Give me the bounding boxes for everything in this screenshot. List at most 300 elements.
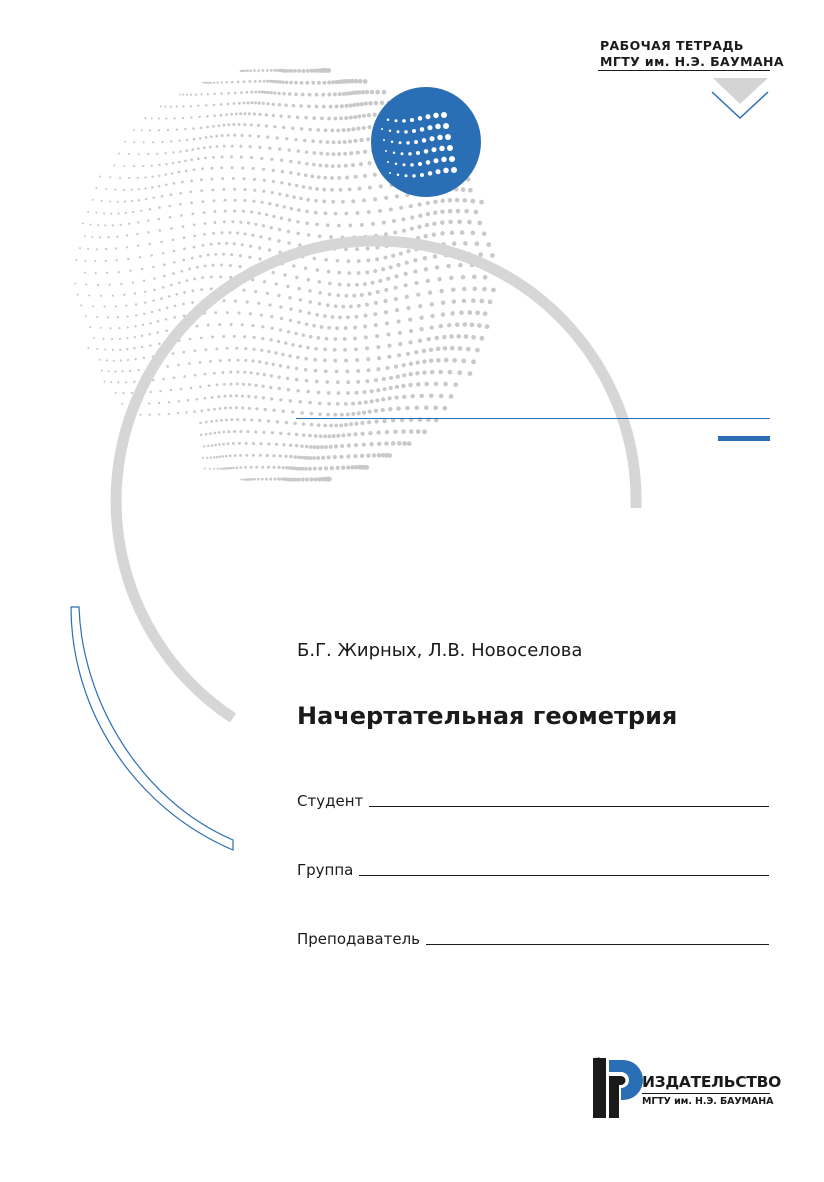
sphere-dot xyxy=(272,180,275,183)
sphere-dot xyxy=(80,304,82,306)
sphere-dot xyxy=(197,147,200,150)
sphere-dot xyxy=(235,406,238,409)
sphere-dot xyxy=(305,322,309,326)
sphere-dot xyxy=(314,199,318,203)
sphere-dot xyxy=(396,263,400,267)
sphere-dot xyxy=(168,295,171,298)
sphere-dot xyxy=(160,105,162,107)
sphere-dot xyxy=(217,468,219,470)
sphere-dot xyxy=(214,444,217,447)
sphere-dot xyxy=(342,92,346,96)
sphere-dot xyxy=(270,91,273,94)
sphere-dot xyxy=(383,299,387,303)
sphere-dot xyxy=(225,242,228,245)
white-dot xyxy=(420,173,424,177)
sphere-dot xyxy=(113,164,115,166)
sphere-dot xyxy=(138,188,140,190)
sphere-dot xyxy=(259,80,262,83)
sphere-dot xyxy=(147,231,150,234)
sphere-dot xyxy=(293,478,297,482)
sphere-dot xyxy=(328,282,332,286)
sphere-dot xyxy=(430,302,434,306)
sphere-dot xyxy=(205,104,208,107)
sphere-dot xyxy=(189,338,192,341)
sphere-dot xyxy=(241,243,244,246)
sphere-dot xyxy=(339,423,343,427)
sphere-dot xyxy=(239,221,242,224)
sphere-dot xyxy=(475,348,480,353)
sphere-dot xyxy=(97,224,99,226)
sphere-dot xyxy=(168,401,170,403)
sphere-dot xyxy=(241,406,244,409)
sphere-dot xyxy=(128,177,130,179)
sphere-dot xyxy=(374,378,378,382)
sphere-dot xyxy=(251,359,254,362)
sphere-dot xyxy=(416,292,420,296)
sphere-dot xyxy=(483,275,488,280)
sphere-dot xyxy=(410,227,414,231)
sphere-dot xyxy=(326,68,331,73)
sphere-dot xyxy=(165,173,168,176)
sphere-dot xyxy=(302,433,306,437)
sphere-dot xyxy=(94,260,96,262)
sphere-dot xyxy=(353,454,357,458)
sphere-dot xyxy=(406,249,410,253)
sphere-dot xyxy=(338,283,342,287)
sphere-dot xyxy=(201,409,204,412)
sphere-dot xyxy=(365,379,369,383)
sphere-dot xyxy=(346,465,350,469)
sphere-dot xyxy=(190,105,192,107)
sphere-dot xyxy=(368,186,372,190)
sphere-dot xyxy=(120,359,122,361)
sphere-dot xyxy=(405,295,409,299)
sphere-dot xyxy=(429,394,434,399)
sphere-dot xyxy=(165,329,168,332)
sphere-dot xyxy=(233,102,236,105)
sphere-dot xyxy=(172,151,174,153)
white-dot xyxy=(443,168,449,174)
sphere-dot xyxy=(297,287,300,290)
white-dot xyxy=(428,171,433,176)
sphere-dot xyxy=(386,332,390,336)
sphere-dot xyxy=(294,138,297,141)
sphere-dot xyxy=(432,221,436,225)
sphere-dot xyxy=(237,81,240,84)
sphere-dot xyxy=(320,325,324,329)
sphere-dot xyxy=(214,432,217,435)
sphere-dot xyxy=(224,199,227,202)
sphere-dot xyxy=(168,413,170,415)
sphere-dot xyxy=(248,383,251,386)
sphere-dot xyxy=(160,297,163,300)
sphere-dot xyxy=(101,370,103,372)
sphere-dot xyxy=(311,81,315,85)
sphere-dot xyxy=(261,91,264,94)
sphere-dot xyxy=(277,92,280,95)
sphere-dot xyxy=(149,208,152,211)
sphere-dot xyxy=(456,209,461,214)
sphere-dot xyxy=(123,189,125,191)
sphere-dot xyxy=(130,189,132,191)
sphere-dot xyxy=(288,218,291,221)
sphere-dot xyxy=(137,221,139,223)
sphere-dot xyxy=(351,199,355,203)
sphere-dot xyxy=(470,199,475,204)
sphere-dot xyxy=(314,211,318,215)
series-title xyxy=(600,38,784,70)
sphere-dot xyxy=(313,151,317,155)
sphere-dot xyxy=(87,347,89,349)
sphere-dot xyxy=(172,162,175,165)
sphere-dot xyxy=(143,141,145,143)
sphere-dot xyxy=(339,116,343,120)
sphere-dot xyxy=(347,259,351,263)
sphere-dot xyxy=(232,177,235,180)
sphere-dot xyxy=(221,156,224,159)
sphere-dot xyxy=(265,124,268,127)
sphere-dot xyxy=(442,406,447,411)
sphere-dot xyxy=(311,175,315,179)
sphere-dot xyxy=(100,295,102,297)
sphere-dot xyxy=(391,254,395,258)
sphere-dot xyxy=(299,309,302,312)
sphere-dot xyxy=(207,93,209,95)
sphere-dot xyxy=(429,358,433,362)
sphere-dot xyxy=(468,371,473,376)
sphere-dot xyxy=(128,153,130,155)
sphere-dot xyxy=(286,365,289,368)
sphere-dot xyxy=(217,395,220,398)
sphere-dot xyxy=(214,210,217,213)
sphere-dot xyxy=(207,254,210,257)
sphere-dot xyxy=(471,298,476,303)
sphere-dot xyxy=(282,410,285,413)
sphere-dot xyxy=(282,92,285,95)
sphere-dot xyxy=(126,246,128,248)
sphere-dot xyxy=(375,90,380,95)
sphere-dot xyxy=(379,184,383,188)
sphere-dot xyxy=(258,113,261,116)
sphere-dot xyxy=(340,444,344,448)
sphere-dot xyxy=(254,396,257,399)
sphere-dot xyxy=(142,324,144,326)
sphere-dot xyxy=(377,453,382,458)
sphere-dot xyxy=(104,381,106,383)
sphere-dot xyxy=(231,220,234,223)
sphere-dot xyxy=(305,477,309,481)
sphere-dot xyxy=(418,214,422,218)
sphere-dot xyxy=(248,407,251,410)
sphere-dot xyxy=(134,325,136,327)
sphere-dot xyxy=(349,422,353,426)
white-dot xyxy=(412,129,416,133)
sphere-dot xyxy=(134,336,136,338)
sphere-dot xyxy=(401,384,405,388)
sphere-dot xyxy=(225,113,228,116)
sphere-dot xyxy=(144,291,146,293)
sphere-dot xyxy=(265,478,268,481)
sphere-dot xyxy=(200,178,203,181)
sphere-dot xyxy=(220,166,223,169)
sphere-dot xyxy=(105,248,107,250)
sphere-dot xyxy=(194,349,197,352)
sphere-dot xyxy=(291,410,294,413)
sphere-dot xyxy=(273,478,276,481)
sphere-dot xyxy=(396,406,400,410)
sphere-dot xyxy=(462,287,467,292)
sphere-dot xyxy=(205,433,208,436)
sphere-dot xyxy=(289,319,292,322)
sphere-dot xyxy=(165,152,167,154)
sphere-dot xyxy=(320,445,324,449)
sphere-dot xyxy=(268,248,271,251)
white-dot xyxy=(436,169,441,174)
sphere-dot xyxy=(267,466,270,469)
sphere-dot xyxy=(369,442,373,446)
publisher-rule xyxy=(642,1093,770,1094)
sphere-dot xyxy=(355,391,359,395)
sphere-dot xyxy=(88,294,90,296)
sphere-dot xyxy=(277,294,280,297)
sphere-dot xyxy=(356,151,360,155)
sphere-dot xyxy=(449,334,454,339)
white-dot xyxy=(399,141,402,144)
sphere-dot xyxy=(278,103,281,106)
sphere-dot xyxy=(329,105,333,109)
sphere-dot xyxy=(210,287,213,290)
sphere-dot xyxy=(259,454,262,457)
sphere-dot xyxy=(250,156,253,159)
sphere-dot xyxy=(132,281,134,283)
sphere-dot xyxy=(353,115,357,119)
sphere-dot xyxy=(216,456,219,459)
sphere-dot xyxy=(212,264,215,267)
sphere-dot xyxy=(424,405,429,410)
sphere-dot xyxy=(471,335,476,340)
white-dot xyxy=(418,116,423,121)
sphere-dot xyxy=(233,188,236,191)
sphere-dot xyxy=(333,348,337,352)
sphere-dot xyxy=(470,322,475,327)
sphere-dot xyxy=(116,259,118,261)
sphere-dot xyxy=(258,257,261,260)
sphere-dot xyxy=(244,359,247,362)
sphere-dot xyxy=(180,270,183,273)
white-dot xyxy=(428,125,433,130)
white-dot xyxy=(424,149,429,154)
sphere-dot xyxy=(106,272,108,274)
sphere-dot xyxy=(137,244,139,246)
sphere-dot xyxy=(230,323,233,326)
sphere-dot xyxy=(220,468,222,470)
sphere-dot xyxy=(190,94,192,96)
sphere-dot xyxy=(373,197,377,201)
white-dot xyxy=(393,151,396,154)
sphere-dot xyxy=(193,235,196,238)
sphere-dot xyxy=(200,189,203,192)
sphere-dot xyxy=(85,284,87,286)
sphere-dot xyxy=(149,322,152,325)
sphere-dot xyxy=(363,325,367,329)
sphere-dot xyxy=(475,241,480,246)
sphere-dot xyxy=(120,283,122,285)
series-underline xyxy=(598,70,770,71)
sphere-dot xyxy=(447,323,451,327)
sphere-dot xyxy=(371,222,375,226)
sphere-dot xyxy=(236,382,239,385)
sphere-dot xyxy=(258,90,261,93)
white-dot xyxy=(434,158,439,163)
sphere-dot xyxy=(279,364,282,367)
sphere-dot xyxy=(327,80,331,84)
sphere-dot xyxy=(319,140,323,144)
sphere-dot xyxy=(235,466,238,469)
sphere-dot xyxy=(301,478,305,482)
sphere-dot xyxy=(149,129,151,131)
sphere-dot xyxy=(351,402,355,406)
sphere-dot xyxy=(126,315,128,317)
sphere-dot xyxy=(377,356,381,360)
sphere-dot xyxy=(295,433,298,436)
sphere-dot xyxy=(261,201,264,204)
sphere-dot xyxy=(242,289,245,292)
sphere-dot xyxy=(281,170,284,173)
sphere-dot xyxy=(141,129,143,131)
sphere-dot xyxy=(346,454,350,458)
sphere-dot xyxy=(402,229,406,233)
sphere-dot xyxy=(368,101,372,105)
sphere-dot xyxy=(236,231,239,234)
sphere-dot xyxy=(180,388,183,391)
sphere-dot xyxy=(307,311,311,315)
sphere-dot xyxy=(105,260,107,262)
sphere-dot xyxy=(258,360,261,363)
sphere-dot xyxy=(304,467,308,471)
sphere-dot xyxy=(430,370,435,375)
sphere-dot xyxy=(201,200,204,203)
sphere-dot xyxy=(371,281,375,285)
sphere-dot xyxy=(163,263,166,266)
sphere-dot xyxy=(74,283,76,285)
white-dot xyxy=(401,152,404,155)
sphere-dot xyxy=(366,137,370,141)
sphere-dot xyxy=(213,199,216,202)
sphere-dot xyxy=(437,277,441,281)
sphere-dot xyxy=(318,234,322,238)
sphere-dot xyxy=(323,424,327,428)
sphere-dot xyxy=(288,354,291,357)
sphere-dot xyxy=(223,383,226,386)
left-outline-arc xyxy=(71,607,233,850)
sphere-dot xyxy=(176,129,178,131)
sphere-dot xyxy=(257,135,260,138)
publisher-logo xyxy=(593,1056,781,1122)
sphere-dot xyxy=(385,430,389,434)
sphere-dot xyxy=(409,362,413,366)
sphere-dot xyxy=(280,159,283,162)
sphere-dot xyxy=(191,257,194,260)
sphere-dot xyxy=(318,291,322,295)
sphere-dot xyxy=(287,230,290,233)
sphere-dot xyxy=(273,125,276,128)
sphere-dot xyxy=(365,270,369,274)
sphere-dot xyxy=(287,330,290,333)
white-dot xyxy=(397,173,400,176)
sphere-dot xyxy=(209,360,212,363)
sphere-dot xyxy=(387,355,391,359)
sphere-dot xyxy=(345,294,349,298)
sphere-dot xyxy=(317,81,321,85)
sphere-dot xyxy=(151,176,153,178)
group-fill-line[interactable] xyxy=(359,875,769,876)
sphere-dot xyxy=(331,315,335,319)
sphere-dot xyxy=(233,335,236,338)
sphere-dot xyxy=(173,376,176,379)
sphere-dot xyxy=(383,387,387,391)
sphere-dot xyxy=(330,188,334,192)
sphere-dot xyxy=(404,283,408,287)
sphere-dot xyxy=(143,313,145,315)
series-line-2: МГТУ им. Н.Э. БАУМАНА xyxy=(600,54,784,69)
sphere-dot xyxy=(218,431,221,434)
sphere-dot xyxy=(158,164,160,166)
sphere-dot xyxy=(84,260,86,262)
sphere-dot xyxy=(172,238,175,241)
sphere-dot xyxy=(376,388,380,392)
sphere-dot xyxy=(218,456,221,459)
white-dot xyxy=(410,118,414,122)
sphere-dot xyxy=(129,270,131,272)
sphere-dot xyxy=(253,112,256,115)
sphere-dot xyxy=(213,468,215,470)
sphere-dot xyxy=(95,187,97,189)
sphere-dot xyxy=(269,338,272,341)
sphere-dot xyxy=(158,402,160,404)
sphere-dot xyxy=(302,334,306,338)
student-fill-line[interactable] xyxy=(369,806,769,807)
sphere-dot xyxy=(193,168,196,171)
sphere-dot xyxy=(235,347,238,350)
sphere-dot xyxy=(395,308,399,312)
sphere-dot xyxy=(415,371,419,375)
sphere-dot xyxy=(422,349,426,353)
sphere-dot xyxy=(306,69,310,73)
sphere-dot xyxy=(227,103,230,106)
sphere-dot xyxy=(240,134,243,137)
teacher-fill-line[interactable] xyxy=(426,944,769,945)
sphere-dot xyxy=(261,337,264,340)
sphere-dot xyxy=(253,189,256,192)
sphere-dot xyxy=(325,164,329,168)
sphere-dot xyxy=(260,442,263,445)
sphere-dot xyxy=(308,434,312,438)
sphere-dot xyxy=(292,264,295,267)
sphere-dot xyxy=(117,381,119,383)
sphere-dot xyxy=(327,455,331,459)
sphere-dot xyxy=(204,397,207,400)
sphere-dot xyxy=(254,290,257,293)
sphere-dot xyxy=(288,296,291,299)
sphere-dot xyxy=(180,214,183,217)
sphere-dot xyxy=(138,199,140,201)
sphere-dot xyxy=(425,223,429,227)
sphere-dot xyxy=(213,408,216,411)
sphere-dot xyxy=(203,146,206,149)
sphere-dot xyxy=(488,300,493,305)
sphere-dot xyxy=(233,209,236,212)
sphere-dot xyxy=(118,271,120,273)
